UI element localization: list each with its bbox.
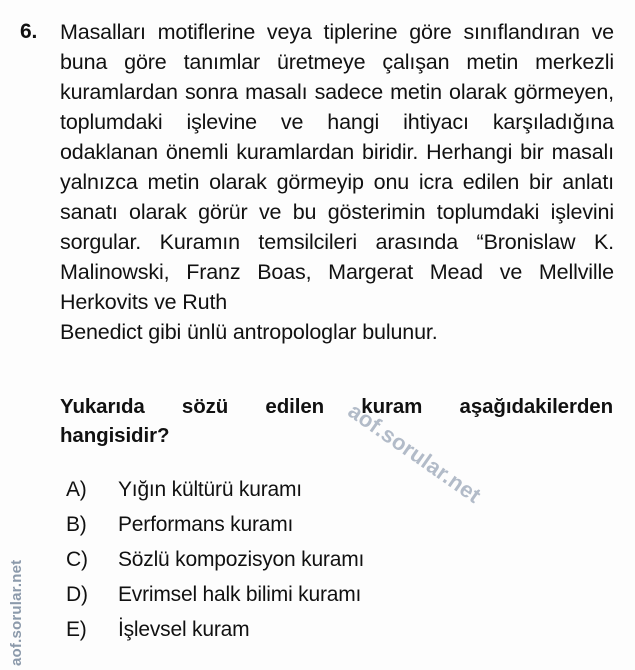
- option-text-d: Evrimsel halk bilimi kuramı: [118, 583, 362, 606]
- watermark-diagonal: aof.sorular.net: [343, 398, 486, 509]
- answer-option-d[interactable]: [66, 577, 586, 612]
- answer-option-e[interactable]: [66, 612, 586, 647]
- answer-option-c[interactable]: [66, 542, 586, 577]
- option-text-c: Sözlü kompozisyon kuramı: [118, 548, 365, 571]
- option-text-e: İşlevsel kuram: [118, 618, 250, 641]
- option-letter-a: A): [66, 478, 87, 501]
- option-text-b: Performans kuramı: [118, 513, 294, 536]
- answer-option-b[interactable]: [66, 507, 586, 542]
- option-letter-c: C): [66, 548, 88, 571]
- question-block: [20, 17, 614, 347]
- option-text-a: Yığın kültürü kuramı: [118, 478, 302, 501]
- question-body: [60, 17, 614, 347]
- option-letter-d: D): [66, 583, 88, 606]
- answer-options-list: [66, 472, 586, 647]
- question-prompt: [60, 392, 613, 450]
- question-number: 6.: [20, 20, 38, 43]
- question-body-last-line: Benedict gibi ünlü antropologlar bulunur.: [60, 320, 438, 344]
- question-prompt-line-1: Yukarıda sözü edilen kuram aşağıdakilerden: [60, 395, 613, 418]
- watermark-vertical: aof.sorular.net: [8, 559, 25, 666]
- option-letter-e: E): [66, 618, 87, 641]
- question-prompt-line-2: hangisidir?: [60, 424, 170, 447]
- question-body-text: Masalları motiflerine veya tiplerine göre sınıflandıran ve buna göre tanımlar üretmeye çalışan metin merkezli kuramlardan sonra masalı sadece metin olarak görmeyen, toplumdaki işlevine ve hangi ihtiyacı karşıladığına odaklanan önemli kuramlardan biridir. Herhangi bir masalı yalnızca metin olarak görmeyip onu icra edilen bir anlatı sanatı olarak görür ve bu gösterimin toplumdaki işlevini sorgular. Kuramın temsilcileri arasında “Bronislaw K. Malinowski, Franz Boas, Margerat Mead ve Mellville Herkovits ve Ruth: [60, 20, 614, 314]
- option-letter-b: B): [66, 513, 87, 536]
- answer-option-a[interactable]: [66, 472, 586, 507]
